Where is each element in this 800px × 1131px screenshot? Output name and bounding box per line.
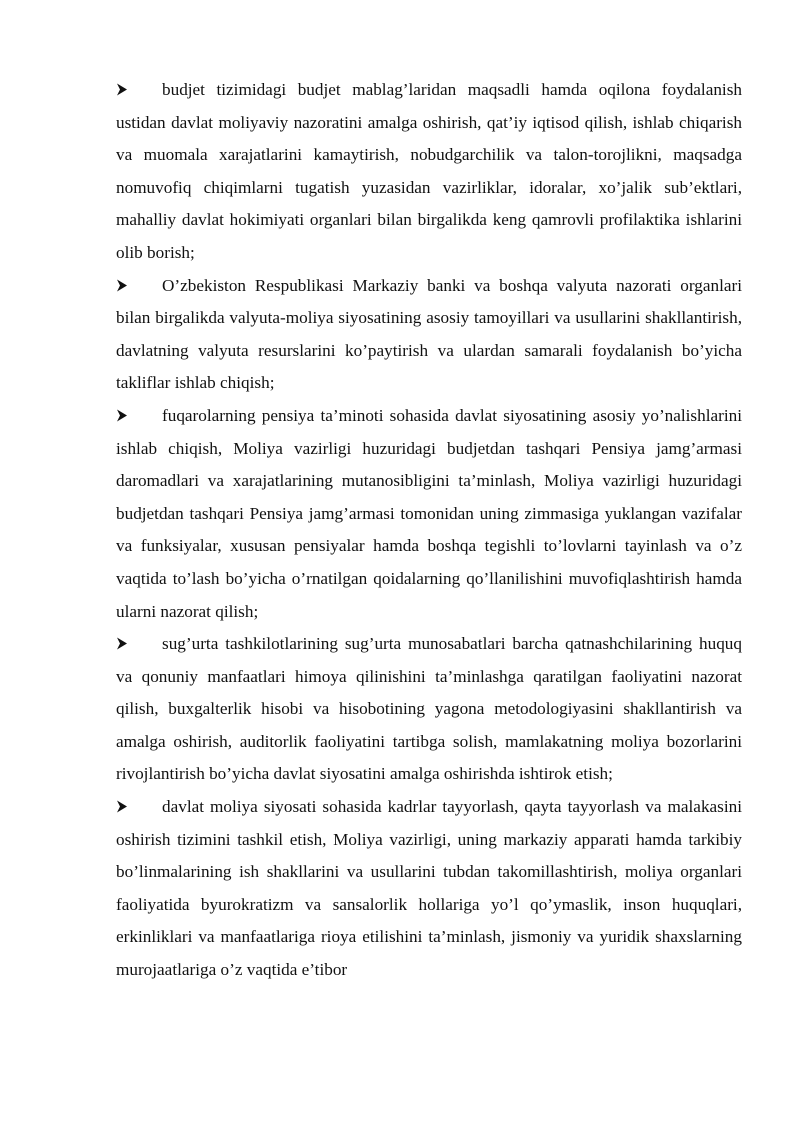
list-item-text: O’zbekiston Respublikasi Markaziy banki va boshqa valyuta nazorati organlari bilan birgalikda valyuta-moliya siyosatining asosiy tamoyillari va usullarini shakllantirish, davlatning valyuta resurslarini ko’paytirish va ulardan samarali foydalanish bo’yicha takliflar ishlab chiqish; [116, 275, 742, 393]
arrowhead-bullet-icon [116, 270, 162, 303]
arrowhead-bullet-icon [116, 400, 162, 433]
list-item [116, 400, 742, 628]
list-item-text: fuqarolarning pensiya ta’minoti sohasida davlat siyosatining asosiy yo’nalishlarini ishlab chiqish, Moliya vazirligi huzuridagi budjetdan tashqari Pensiya jamg’armasi daromadlari va xarajatlarining mutanosibligini ta’minlash, Moliya vazirligi huzuridagi budjetdan tashqari Pensiya jamg’armasi tomonidan uning zimmasiga yuklangan vazifalar va funksiyalar, xususan pensiyalar hamda boshqa tegishli to’lovlarni tayinlash va o’z vaqtida to’lash bo’yicha o’rnatilgan qoidalarning qo’llanilishini muvofiqlashtirish hamda ularni nazorat qilish; [116, 405, 742, 621]
list-item [116, 791, 742, 987]
list-item-text: sug’urta tashkilotlarining sug’urta munosabatlari barcha qatnashchilarining huquq va qonuniy manfaatlari himoya qilinishini ta’minlashga qaratilgan faoliyatini nazorat qilish, buxgalterlik hisobi va hisobotining yagona metodologiyasini shakllantirish va amalga oshirish, auditorlik faoliyatini tartibga solish, mamlakatning moliya bozorlarini rivojlantirish bo’yicha davlat siyosatini amalga oshirishda ishtirok etish; [116, 634, 742, 784]
arrowhead-bullet-icon [116, 74, 162, 107]
arrowhead-bullet-icon [116, 791, 162, 824]
list-item-text: davlat moliya siyosati sohasida kadrlar tayyorlash, qayta tayyorlash va malakasini oshirish tizimini tashkil etish, Moliya vazirligi, uning markaziy apparati hamda tarkibiy bo’linmalarining ish shakllarini va usullarini tubdan takomillashtirish, moliya organlari faoliyatida byurokratizm va sansalorlik hollariga yo’l qo’ymaslik, inson huquqlari, erkinliklari va manfaatlariga rioya etilishini ta’minlash, jismoniy va yuridik shaxslarning murojaatlariga o’z vaqtida e’tibor [116, 797, 742, 980]
list-item [116, 270, 742, 400]
list-item-text: budjet tizimidagi budjet mablag’laridan maqsadli hamda oqilona foydalanish ustidan davlat moliyaviy nazoratini amalga oshirish, qat’iy iqtisod qilish, ishlab chiqarish va muomala xarajatlarini kamaytirish, nobudgarchilik va talon-torojlikni, maqsadga nomuvofiq chiqimlarni tugatish yuzasidan vazirliklar, idoralar, xo’jalik sub’ektlari, mahalliy davlat hokimiyati organlari bilan birgalikda keng qamrovli profilaktika ishlarini olib borish; [116, 80, 742, 262]
list-item [116, 628, 742, 791]
arrowhead-bullet-icon [116, 628, 162, 661]
list-item [116, 74, 742, 270]
document-page [116, 74, 742, 987]
